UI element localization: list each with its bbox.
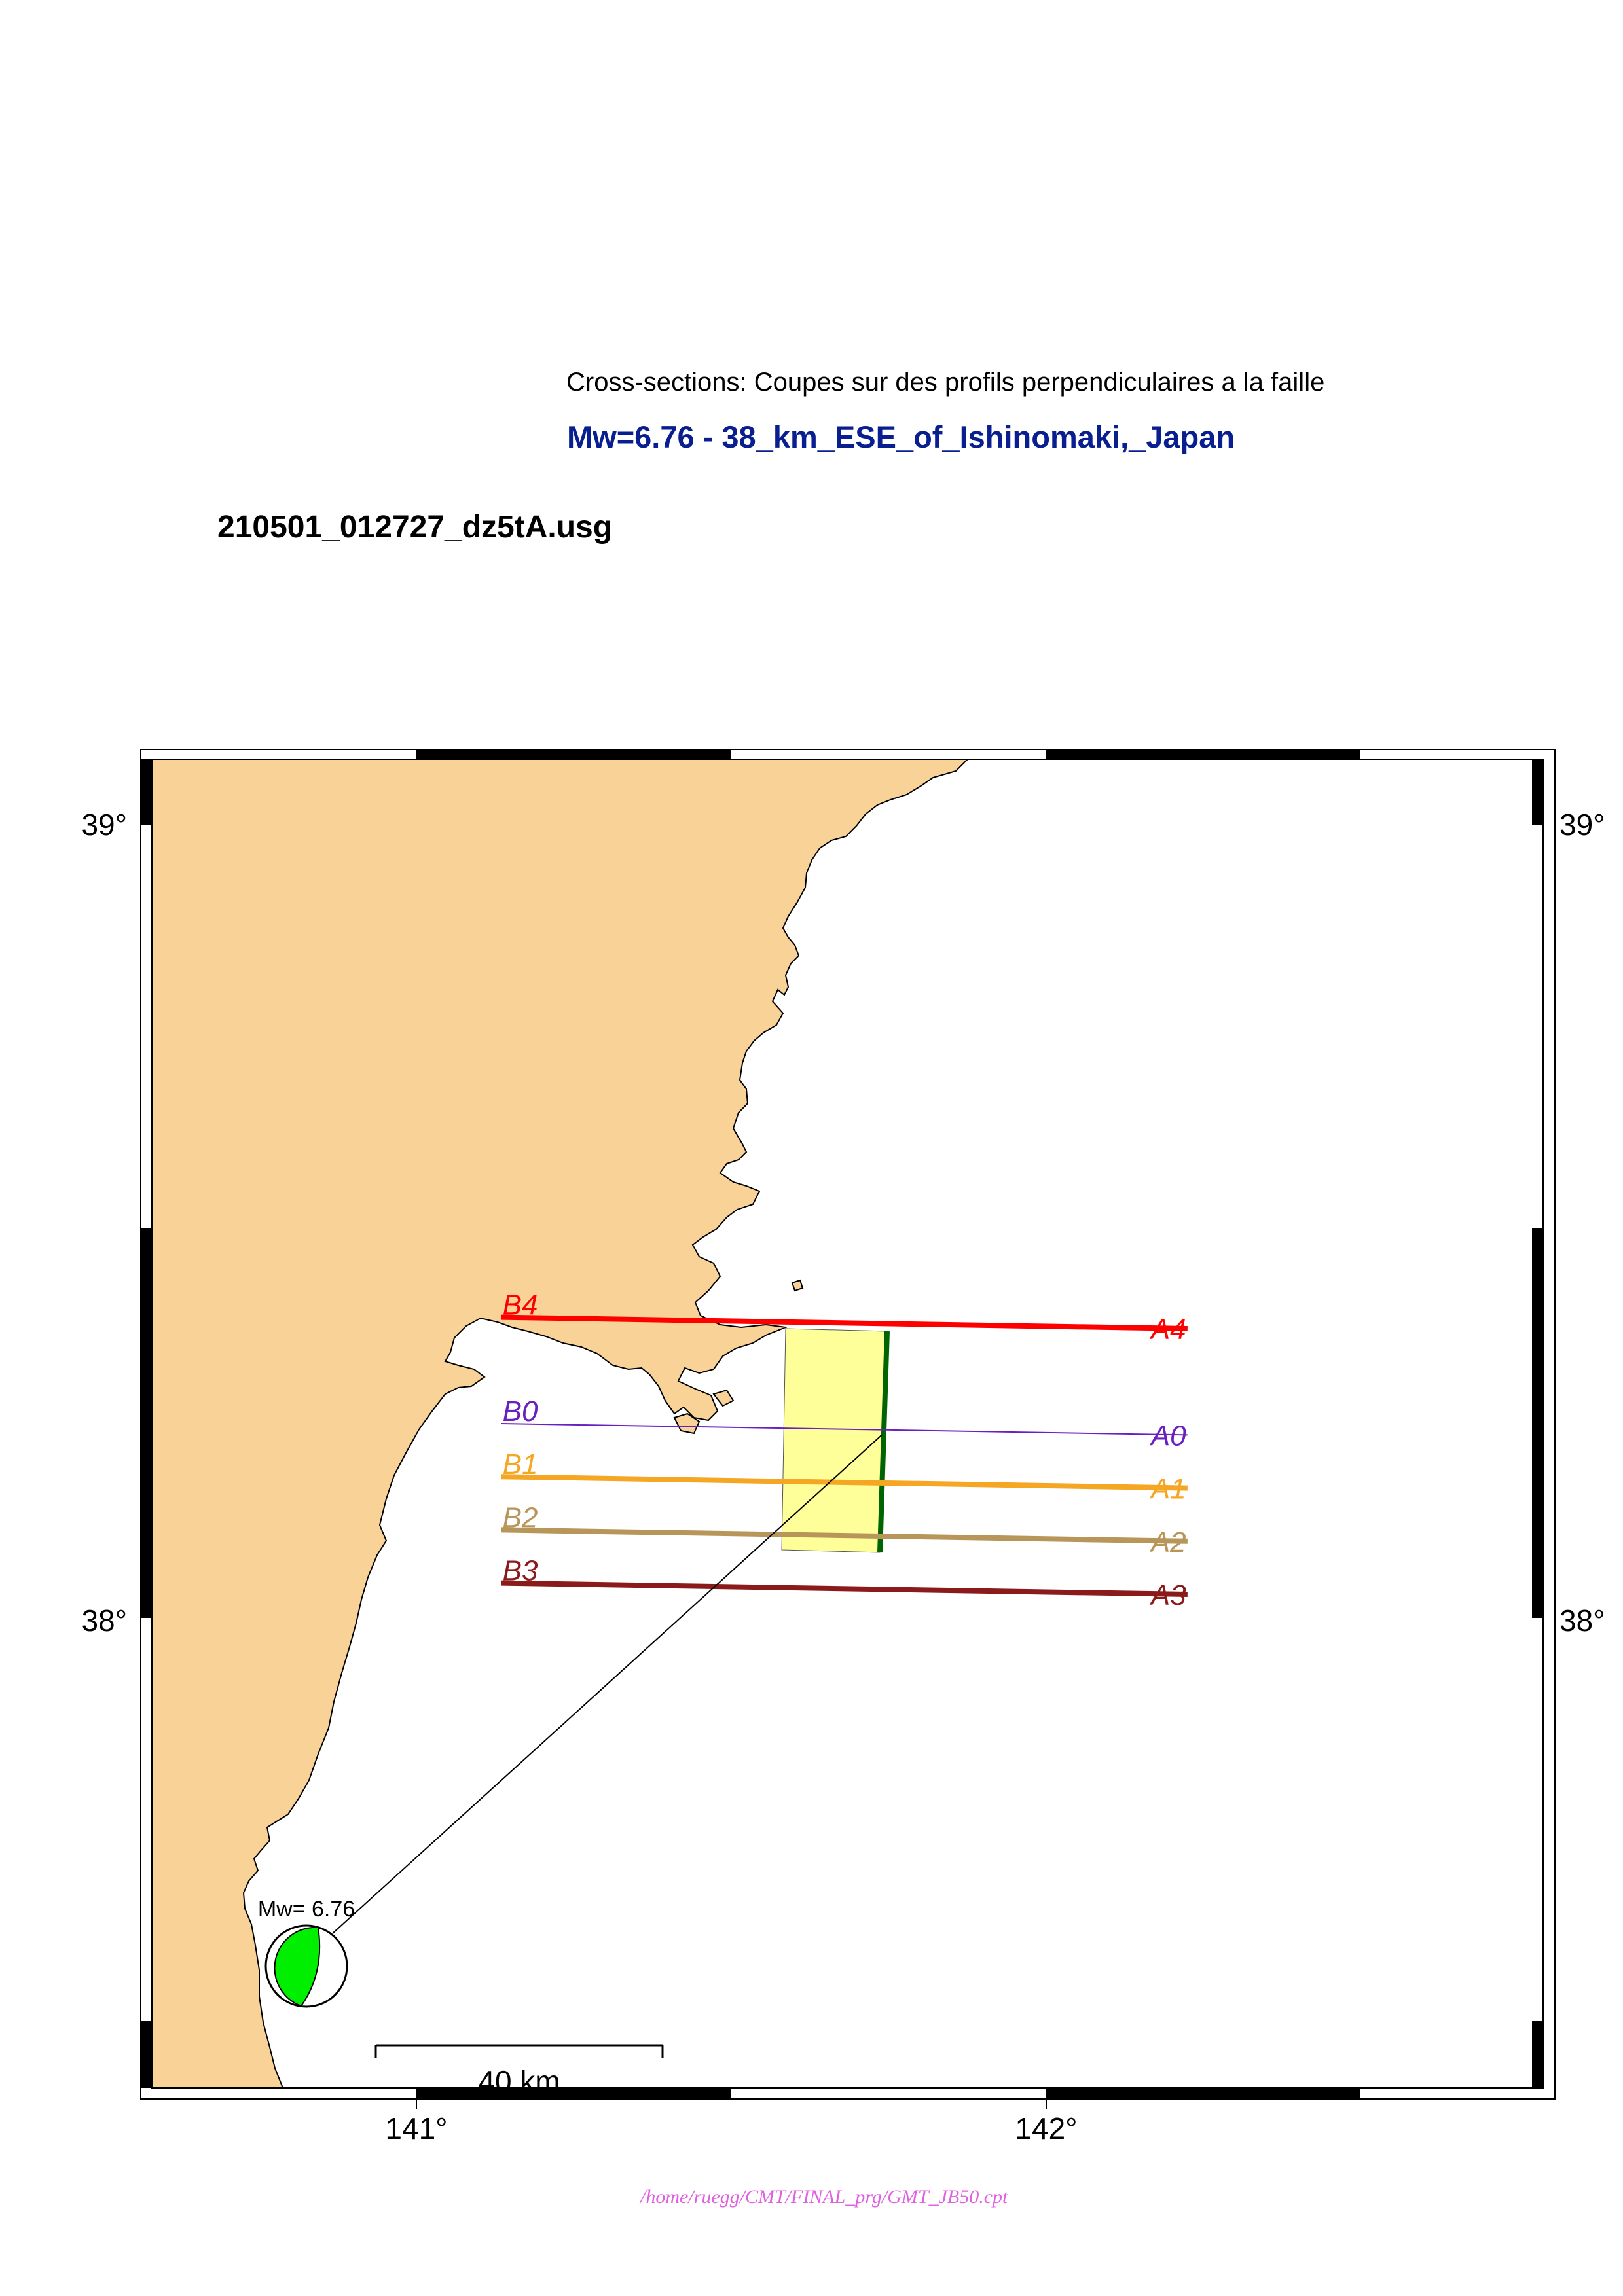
frame-segment: [1532, 2021, 1543, 2088]
profile-end-label-a4: A4: [1150, 1314, 1186, 1346]
frame-segment: [1532, 1228, 1543, 1618]
lon-tick-label-142: 142°: [1015, 2111, 1078, 2145]
frame-segment: [141, 1228, 152, 1618]
lat-tick-label-39-right: 39°: [1559, 808, 1605, 842]
profile-end-label-a1: A1: [1150, 1473, 1186, 1505]
scale-bar-label: 40 km: [478, 2064, 560, 2098]
profile-end-label-a0: A0: [1150, 1420, 1186, 1452]
profile-start-label-b1: B1: [502, 1448, 538, 1481]
frame-segment: [1532, 759, 1543, 825]
data-filename: 210501_012727_dz5tA.usg: [217, 510, 613, 545]
profile-start-label-b0: B0: [502, 1395, 538, 1427]
profile-start-label-b2: B2: [502, 1501, 538, 1534]
island: [792, 1280, 803, 1291]
profile-end-label-a3: A3: [1150, 1579, 1186, 1611]
frame-segment: [416, 749, 731, 759]
map-subtitle: Cross-sections: Coupes sur des profils perpendiculaires a la faille: [566, 368, 1325, 397]
lat-tick-label-38-left: 38°: [81, 1604, 127, 1638]
map-title: Mw=6.76 - 38_km_ESE_of_Ishinomaki,_Japan: [567, 420, 1235, 454]
focal-mechanism-beachball-icon: [266, 1926, 347, 2007]
frame-segment: [1046, 2088, 1360, 2099]
fault-zone: [782, 1329, 887, 1552]
profile-end-label-a2: A2: [1150, 1526, 1186, 1558]
profile-start-label-b4: B4: [502, 1289, 538, 1321]
frame-segment: [141, 2021, 152, 2088]
frame-segment: [416, 2088, 731, 2099]
lon-tick-label-141: 141°: [385, 2111, 448, 2145]
cpt-file-path: /home/ruegg/CMT/FINAL_prg/GMT_JB50.cpt: [640, 2186, 1008, 2208]
event-magnitude-label: Mw= 6.76: [257, 1897, 356, 1922]
lat-tick-label-39-left: 39°: [81, 808, 127, 842]
lat-tick-label-38-right: 38°: [1559, 1604, 1605, 1638]
frame-segment: [1046, 749, 1360, 759]
frame-segment: [141, 759, 152, 825]
profile-start-label-b3: B3: [502, 1554, 538, 1587]
